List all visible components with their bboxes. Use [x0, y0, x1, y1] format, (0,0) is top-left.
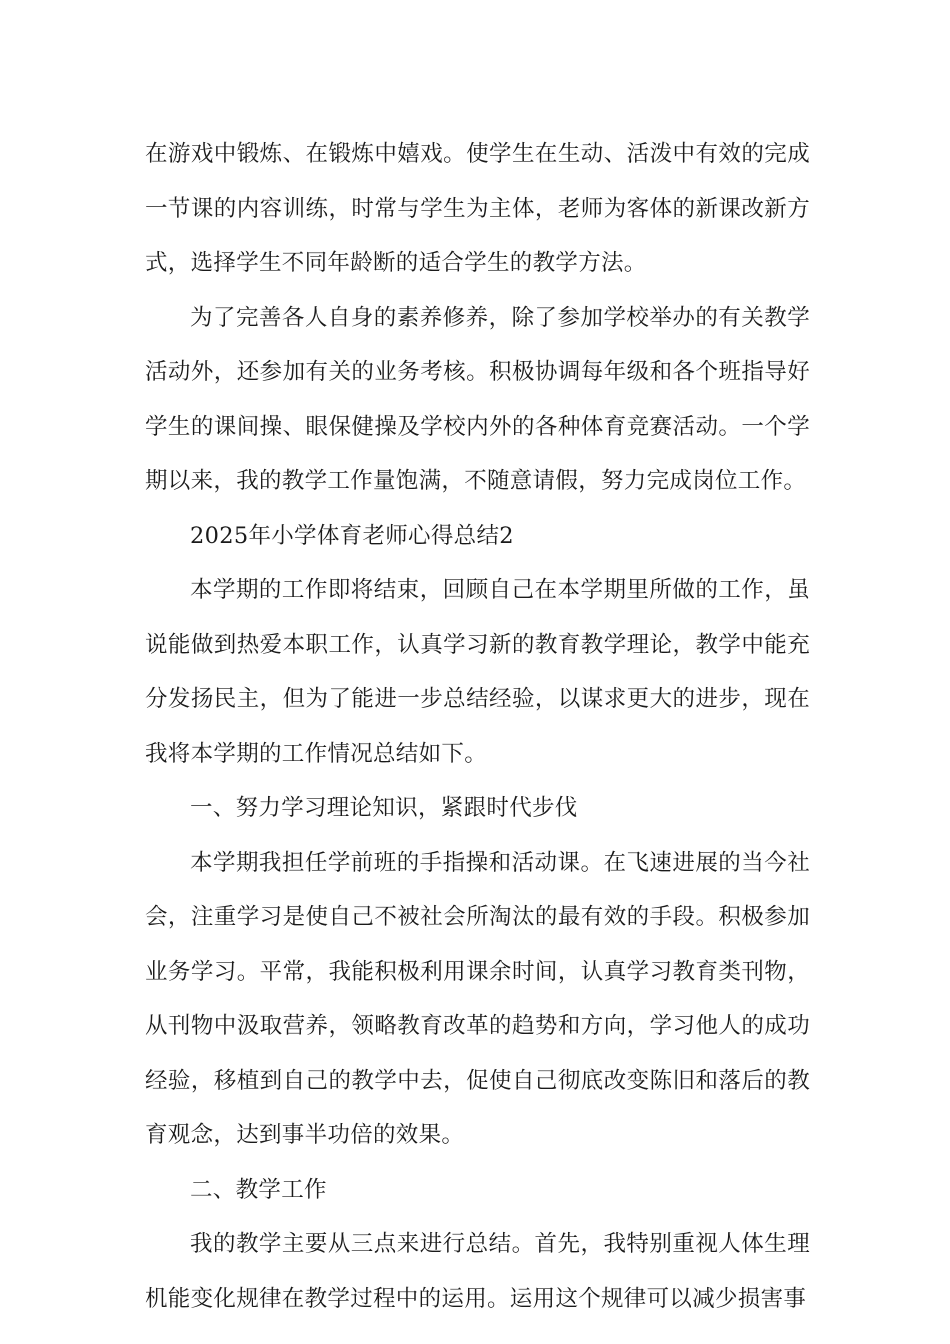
subheading-theory: 一、努力学习理论知识，紧跟时代步伐 — [190, 795, 578, 821]
section-title: 2025年小学体育老师心得总结2 — [190, 522, 514, 549]
subheading-teaching: 二、教学工作 — [190, 1176, 327, 1203]
paragraph-self-improvement: 为了完善各人自身的素养修养，除了参加学校举办的有关教学活动外，还参加有关的业务考核。积极协调每年级和各个班指导好学生的课间操、眼保健操及学校内外的各种体育竞赛活动。一个学期以来，我的教学工作量饱满，不随意请假，努力完成岗位工作。 — [145, 304, 810, 494]
document-body — [145, 127, 810, 1326]
paragraph-theory: 本学期我担任学前班的手指操和活动课。在飞速进展的当今社会，注重学习是使自己不被社会所淘汰的最有效的手段。积极参加业务学习。平常，我能积极利用课余时间，认真学习教育类刊物，从刊物中汲取营养，领略教育改革的趋势和方向，学习他人的成功经验，移植到自己的教学中去，促使自己彻底改变陈旧和落后的教育观念，达到事半功倍的效果。 — [145, 849, 810, 1148]
paragraph-teaching: 我的教学主要从三点来进行总结。首先，我特别重视人体生理机能变化规律在教学过程中的运用。运用这个规律可以减少损害事 — [145, 1231, 810, 1312]
paragraph-intro: 本学期的工作即将结束，回顾自己在本学期里所做的工作，虽说能做到热爱本职工作，认真学习新的教育教学理论，教学中能充分发扬民主，但为了能进一步总结经验，以谋求更大的进步，现在我将本学期的工作情况总结如下。 — [145, 577, 810, 767]
paragraph-continuation: 在游戏中锻炼、在锻炼中嬉戏。使学生在生动、活泼中有效的完成一节课的内容训练，时常与学生为主体，老师为客体的新课改新方式，选择学生不同年龄断的适合学生的教学方法。 — [145, 141, 810, 276]
